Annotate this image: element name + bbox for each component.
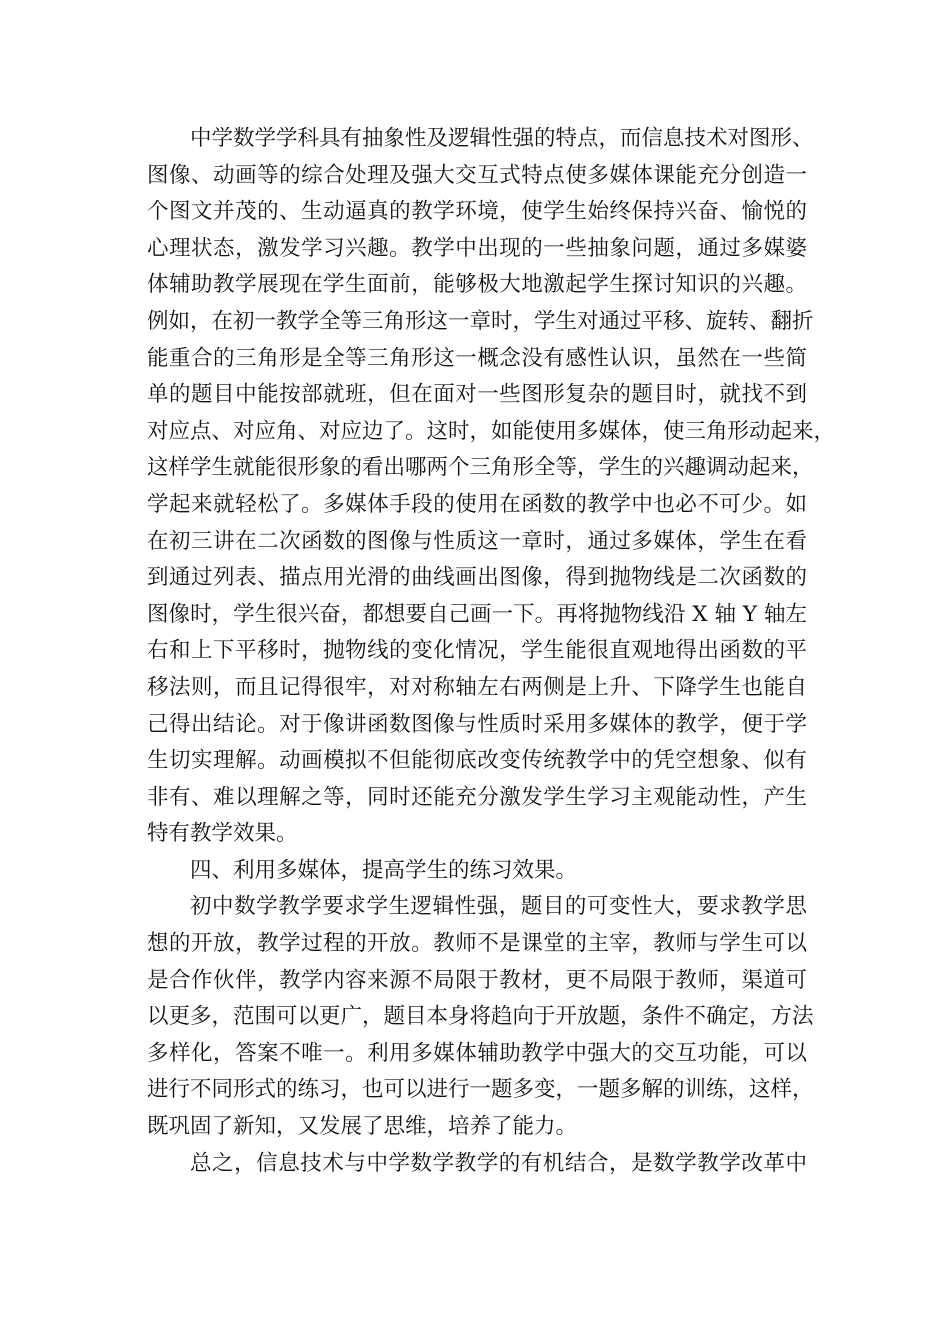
text-line: 在初三讲在二次函数的图像与性质这一章时，通过多媒体，学生在看 — [147, 528, 807, 554]
paragraph-3 — [147, 889, 814, 1145]
text-line: 图像、动画等的综合处理及强大交互式特点使多媒体课能充分创造一 — [147, 162, 807, 188]
text-line: 心理状态，激发学习兴趣。教学中出现的一些抽象问题，通过多媒婆 — [147, 235, 807, 261]
text-line: 这样学生就能很形象的看出哪两个三角形全等，学生的兴趣调动起来， — [147, 455, 814, 481]
text-line: 总之，信息技术与中学数学教学的有机结合，是数学教学改革中 — [190, 1150, 807, 1176]
text-line: 移法则，而且记得很牢，对对称轴左右两侧是上升、下降学生也能自 — [147, 674, 807, 700]
text-line: 个图文并茂的、生动逼真的教学环境，使学生始终保持兴奋、愉悦的 — [147, 199, 807, 225]
text-line: 例如，在初一教学全等三角形这一章时，学生对通过平移、旋转、翻折 — [147, 308, 814, 334]
text-line: 到通过列表、描点用光滑的曲线画出图像，得到抛物线是二次函数的 — [147, 565, 807, 591]
text-line: 中学数学学科具有抽象性及逻辑性强的特点，而信息技术对图形、 — [190, 126, 814, 151]
text-line: 既巩固了新知，又发展了思维，培养了能力。 — [147, 1114, 578, 1140]
text-line: 初中数学教学要求学生逻辑性强，题目的可变性大，要求教学思 — [190, 894, 807, 920]
text-line: 多样化，答案不唯一。利用多媒体辅助教学中强大的交互功能，可以 — [147, 1040, 807, 1066]
heading-text: 四、利用多媒体，提高学生的练习效果。 — [190, 857, 578, 883]
text-line: 进行不同形式的练习，也可以进行一题多变，一题多解的训练，这样， — [147, 1077, 814, 1103]
text-line: 体辅助教学展现在学生面前，能够极大地激起学生探讨知识的兴趣。 — [147, 272, 807, 298]
text-line: 单的题目中能按部就班，但在面对一些图形复杂的题目时，就找不到 — [147, 382, 807, 408]
text-line: 学起来就轻松了。多媒体手段的使用在函数的教学中也必不可少。如 — [147, 491, 807, 517]
text-line: 能重合的三角形是全等三角形这一概念没有感性认识，虽然在一些简 — [147, 345, 807, 371]
section-heading — [147, 853, 807, 890]
text-line: 右和上下平移时，抛物线的变化情况，学生能很直观地得出函数的平 — [147, 638, 807, 664]
text-line: 对应点、对应角、对应边了。这时，如能使用多媒体，使三角形动起来， — [147, 418, 836, 444]
text-line: 以更多，范围可以更广，题目本身将趋向于开放题，条件不确定，方法 — [147, 1004, 814, 1030]
text-line: 特有教学效果。 — [147, 821, 298, 847]
paragraph-1 — [147, 121, 836, 853]
text-line: 想的开放，教学过程的开放。教师不是课堂的主宰，教师与学生可以 — [147, 931, 807, 957]
text-line: 非有、难以理解之等，同时还能充分激发学生学习主观能动性，产生 — [147, 784, 807, 810]
text-line: 生切实理解。动画模拟不但能彻底改变传统教学中的凭空想象、似有 — [147, 748, 807, 774]
document-body — [147, 121, 836, 1182]
text-line: 己得出结论。对于像讲函数图像与性质时采用多媒体的教学，便于学 — [147, 711, 807, 737]
text-line: 是合作伙伴，教学内容来源不局限于教材，更不局限于教师，渠道可 — [147, 967, 807, 993]
text-line: 图像时，学生很兴奋，都想要自己画一下。再将抛物线沿 X 轴 Y 轴左 — [147, 601, 807, 627]
paragraph-4 — [147, 1146, 807, 1183]
